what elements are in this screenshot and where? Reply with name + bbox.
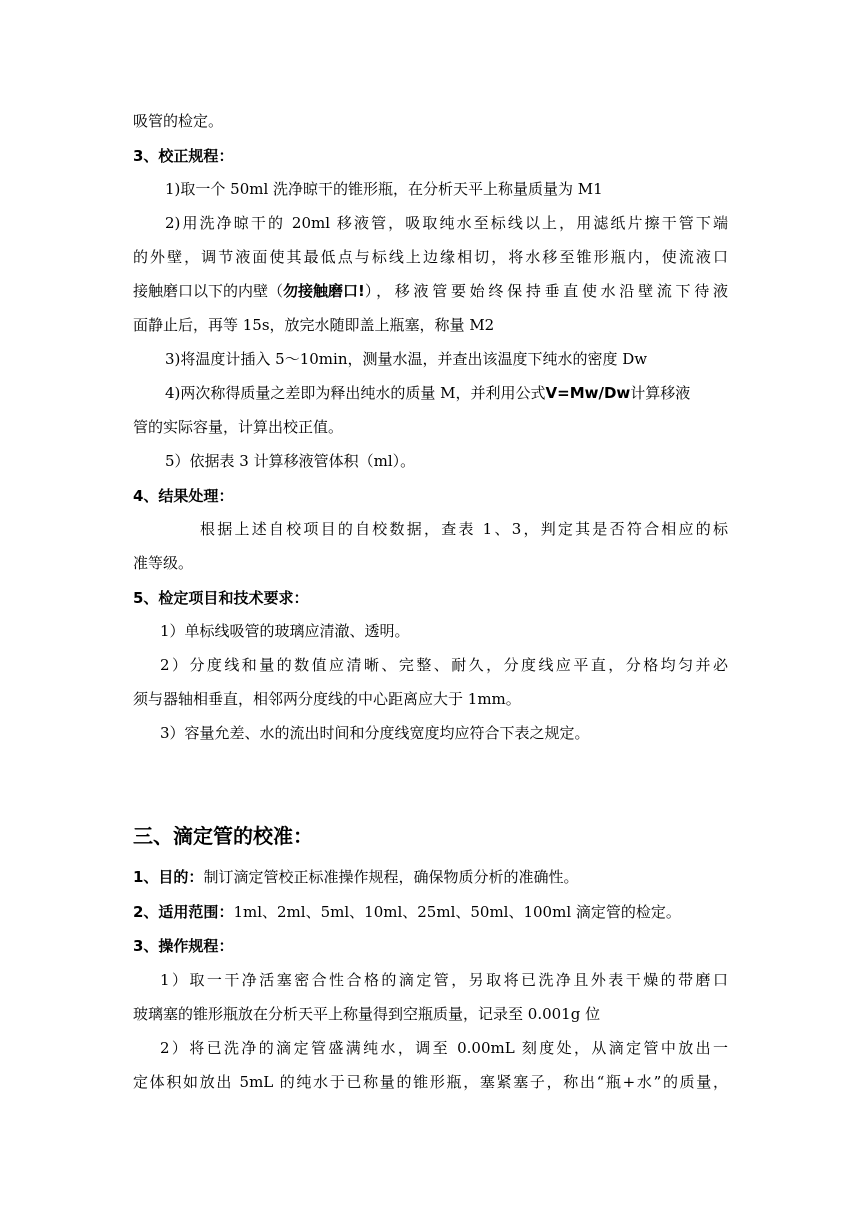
formula-text: V=Mw/Dw bbox=[545, 384, 631, 402]
step-2-line-3: 接触磨口以下的内壁（ 勿接触磨口! ），移液管要始终保持垂直使水沿壁流下待液 bbox=[133, 282, 728, 300]
heading-technical-requirements: 5、检定项目和技术要求： bbox=[133, 589, 309, 607]
step-4-line-1: 4)两次称得质量之差即为释出纯水的质量 M，并利用公式 V=Mw/Dw 计算移液 bbox=[165, 384, 691, 402]
paragraph-tail: 吸管的检定。 bbox=[133, 112, 224, 130]
step-1: 1)取一个 50ml 洗净晾干的锥形瓶，在分析天平上称量质量为 M1 bbox=[165, 180, 603, 198]
scope: 2、适用范围：1ml、2ml、5ml、10ml、25ml、50ml、100ml 滴定管的检定。 bbox=[133, 903, 681, 921]
warning-text: 勿接触磨口! bbox=[283, 282, 365, 300]
purpose: 1、目的：制订滴定管校正标准操作规程，确保物质分析的准确性。 bbox=[133, 868, 579, 886]
requirement-2-line-2: 须与器轴相垂直，相邻两分度线的中心距离应大于 1mm。 bbox=[133, 690, 521, 708]
requirement-1: 1）单标线吸管的玻璃应清澈、透明。 bbox=[160, 622, 410, 640]
section-title-burette: 三、滴定管的校准： bbox=[133, 824, 313, 848]
result-line-2: 准等级。 bbox=[133, 554, 194, 572]
result-line-1: 根据上述自校项目的自校数据，查表 1、3，判定其是否符合相应的标 bbox=[200, 520, 728, 538]
requirement-3: 3）容量允差、水的流出时间和分度线宽度均应符合下表之规定。 bbox=[160, 724, 590, 742]
step-2-line-4: 面静止后，再等 15s，放完水随即盖上瓶塞，称量 M2 bbox=[133, 316, 495, 334]
operation-1-line-1: 1）取一干净活塞密合性合格的滴定管，另取将已洗净且外表干燥的带磨口 bbox=[160, 971, 728, 989]
heading-operating-procedure: 3、操作规程： bbox=[133, 937, 234, 955]
step-5: 5）依据表 3 计算移液管体积（ml）。 bbox=[165, 452, 416, 470]
step-3: 3)将温度计插入 5～10min，测量水温，并查出该温度下纯水的密度 Dw bbox=[165, 350, 648, 368]
requirement-2-line-1: 2）分度线和量的数值应清晰、完整、耐久，分度线应平直，分格均匀并必 bbox=[160, 656, 728, 674]
step-4-line-2: 管的实际容量，计算出校正值。 bbox=[133, 418, 344, 436]
heading-calibration-procedure: 3、校正规程： bbox=[133, 147, 234, 165]
step-2-line-2: 的外壁，调节液面使其最低点与标线上边缘相切，将水移至锥形瓶内，使流液口 bbox=[133, 248, 728, 266]
heading-result-processing: 4、结果处理： bbox=[133, 487, 234, 505]
step-2-line-1: 2)用洗净晾干的 20ml 移液管，吸取纯水至标线以上，用滤纸片擦干管下端 bbox=[165, 214, 728, 232]
operation-1-line-2: 玻璃塞的锥形瓶放在分析天平上称量得到空瓶质量，记录至 0.001g 位 bbox=[133, 1005, 601, 1023]
operation-2-line-2: 定体积如放出 5mL 的纯水于已称量的锥形瓶，塞紧塞子，称出“瓶+水”的质量， bbox=[133, 1073, 728, 1091]
operation-2-line-1: 2）将已洗净的滴定管盛满纯水，调至 0.00mL 刻度处，从滴定管中放出一 bbox=[160, 1039, 728, 1057]
